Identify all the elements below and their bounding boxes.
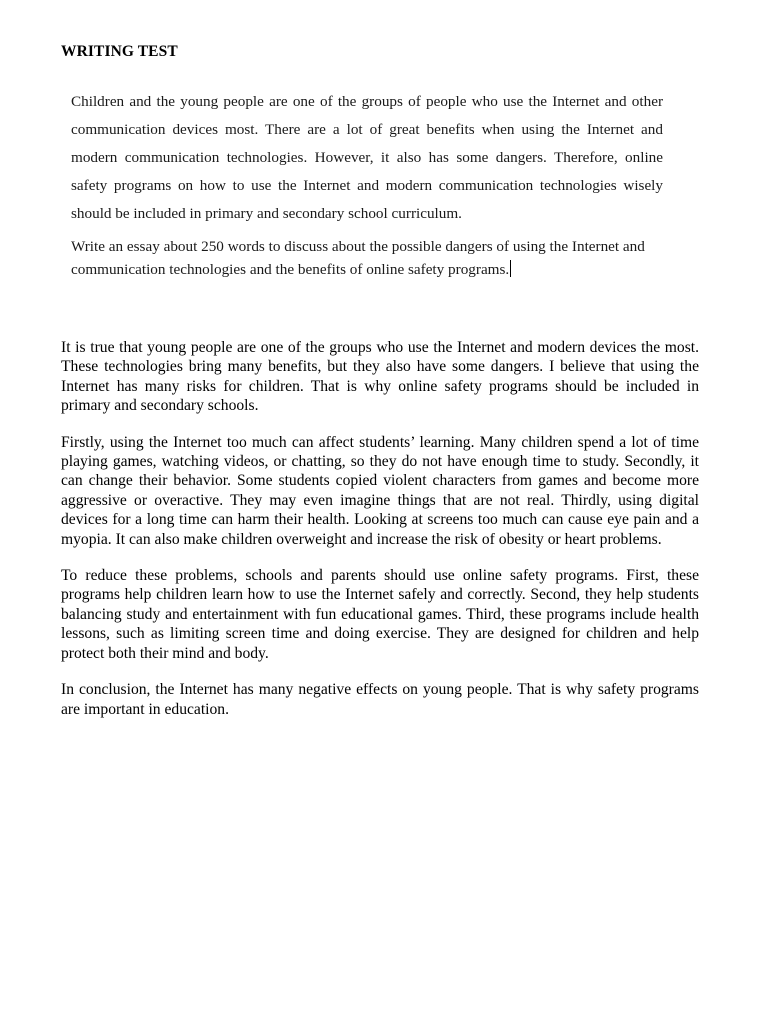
prompt-paragraph: Children and the young people are one of the groups of people who use the Internet and other communication devices most. There are a lot of great benefits when using the Internet and modern communication technologies. However, it also has some dangers. Therefore, online safety programs on how to use the Internet and modern communication technologies wisely should be included in primary and secondary school curriculum. <box>71 93 663 222</box>
essay-paragraph-intro: It is true that young people are one of the groups who use the Internet and modern devices the most. These technologies bring many benefits, but they also have some dangers. I believe that using the Internet has many risks for children. That is why online safety programs should be included in primary and secondary schools. <box>61 339 699 415</box>
essay-paragraph-dangers: Firstly, using the Internet too much can affect students’ learning. Many children spend a lot of time playing games, watching videos, or chatting, so they do not have enough time to study. Secondly, it can change their behavior. Some students copied violent characters from games and become more aggressive or overactive. They may even imagine things that are not real. Thirdly, using digital devices for a long time can harm their health. Looking at screens too much can cause eye pain and a myopia. It can also make children overweight and increase the risk of obesity or heart problems. <box>61 433 699 548</box>
document-title: WRITING TEST <box>61 43 178 60</box>
text-cursor <box>510 260 511 277</box>
prompt-task <box>71 236 663 281</box>
essay-prompt <box>71 88 663 281</box>
essay-paragraph-benefits: To reduce these problems, schools and parents should use online safety programs. First, these programs help children learn how to use the Internet safely and correctly. Second, they help students balancing study and entertainment with fun educational games. Third, these programs include health lessons, such as limiting screen time and doing exercise. They are designed for children and help protect both their mind and body. <box>61 567 699 662</box>
essay-body[interactable] <box>61 338 699 736</box>
prompt-task-text: Write an essay about 250 words to discuss about the possible dangers of using the Internet and communication technologies and the benefits of online safety programs. <box>71 238 645 278</box>
essay-paragraph-conclusion: In conclusion, the Internet has many negative effects on young people. That is why safety programs are important in education. <box>61 681 699 718</box>
